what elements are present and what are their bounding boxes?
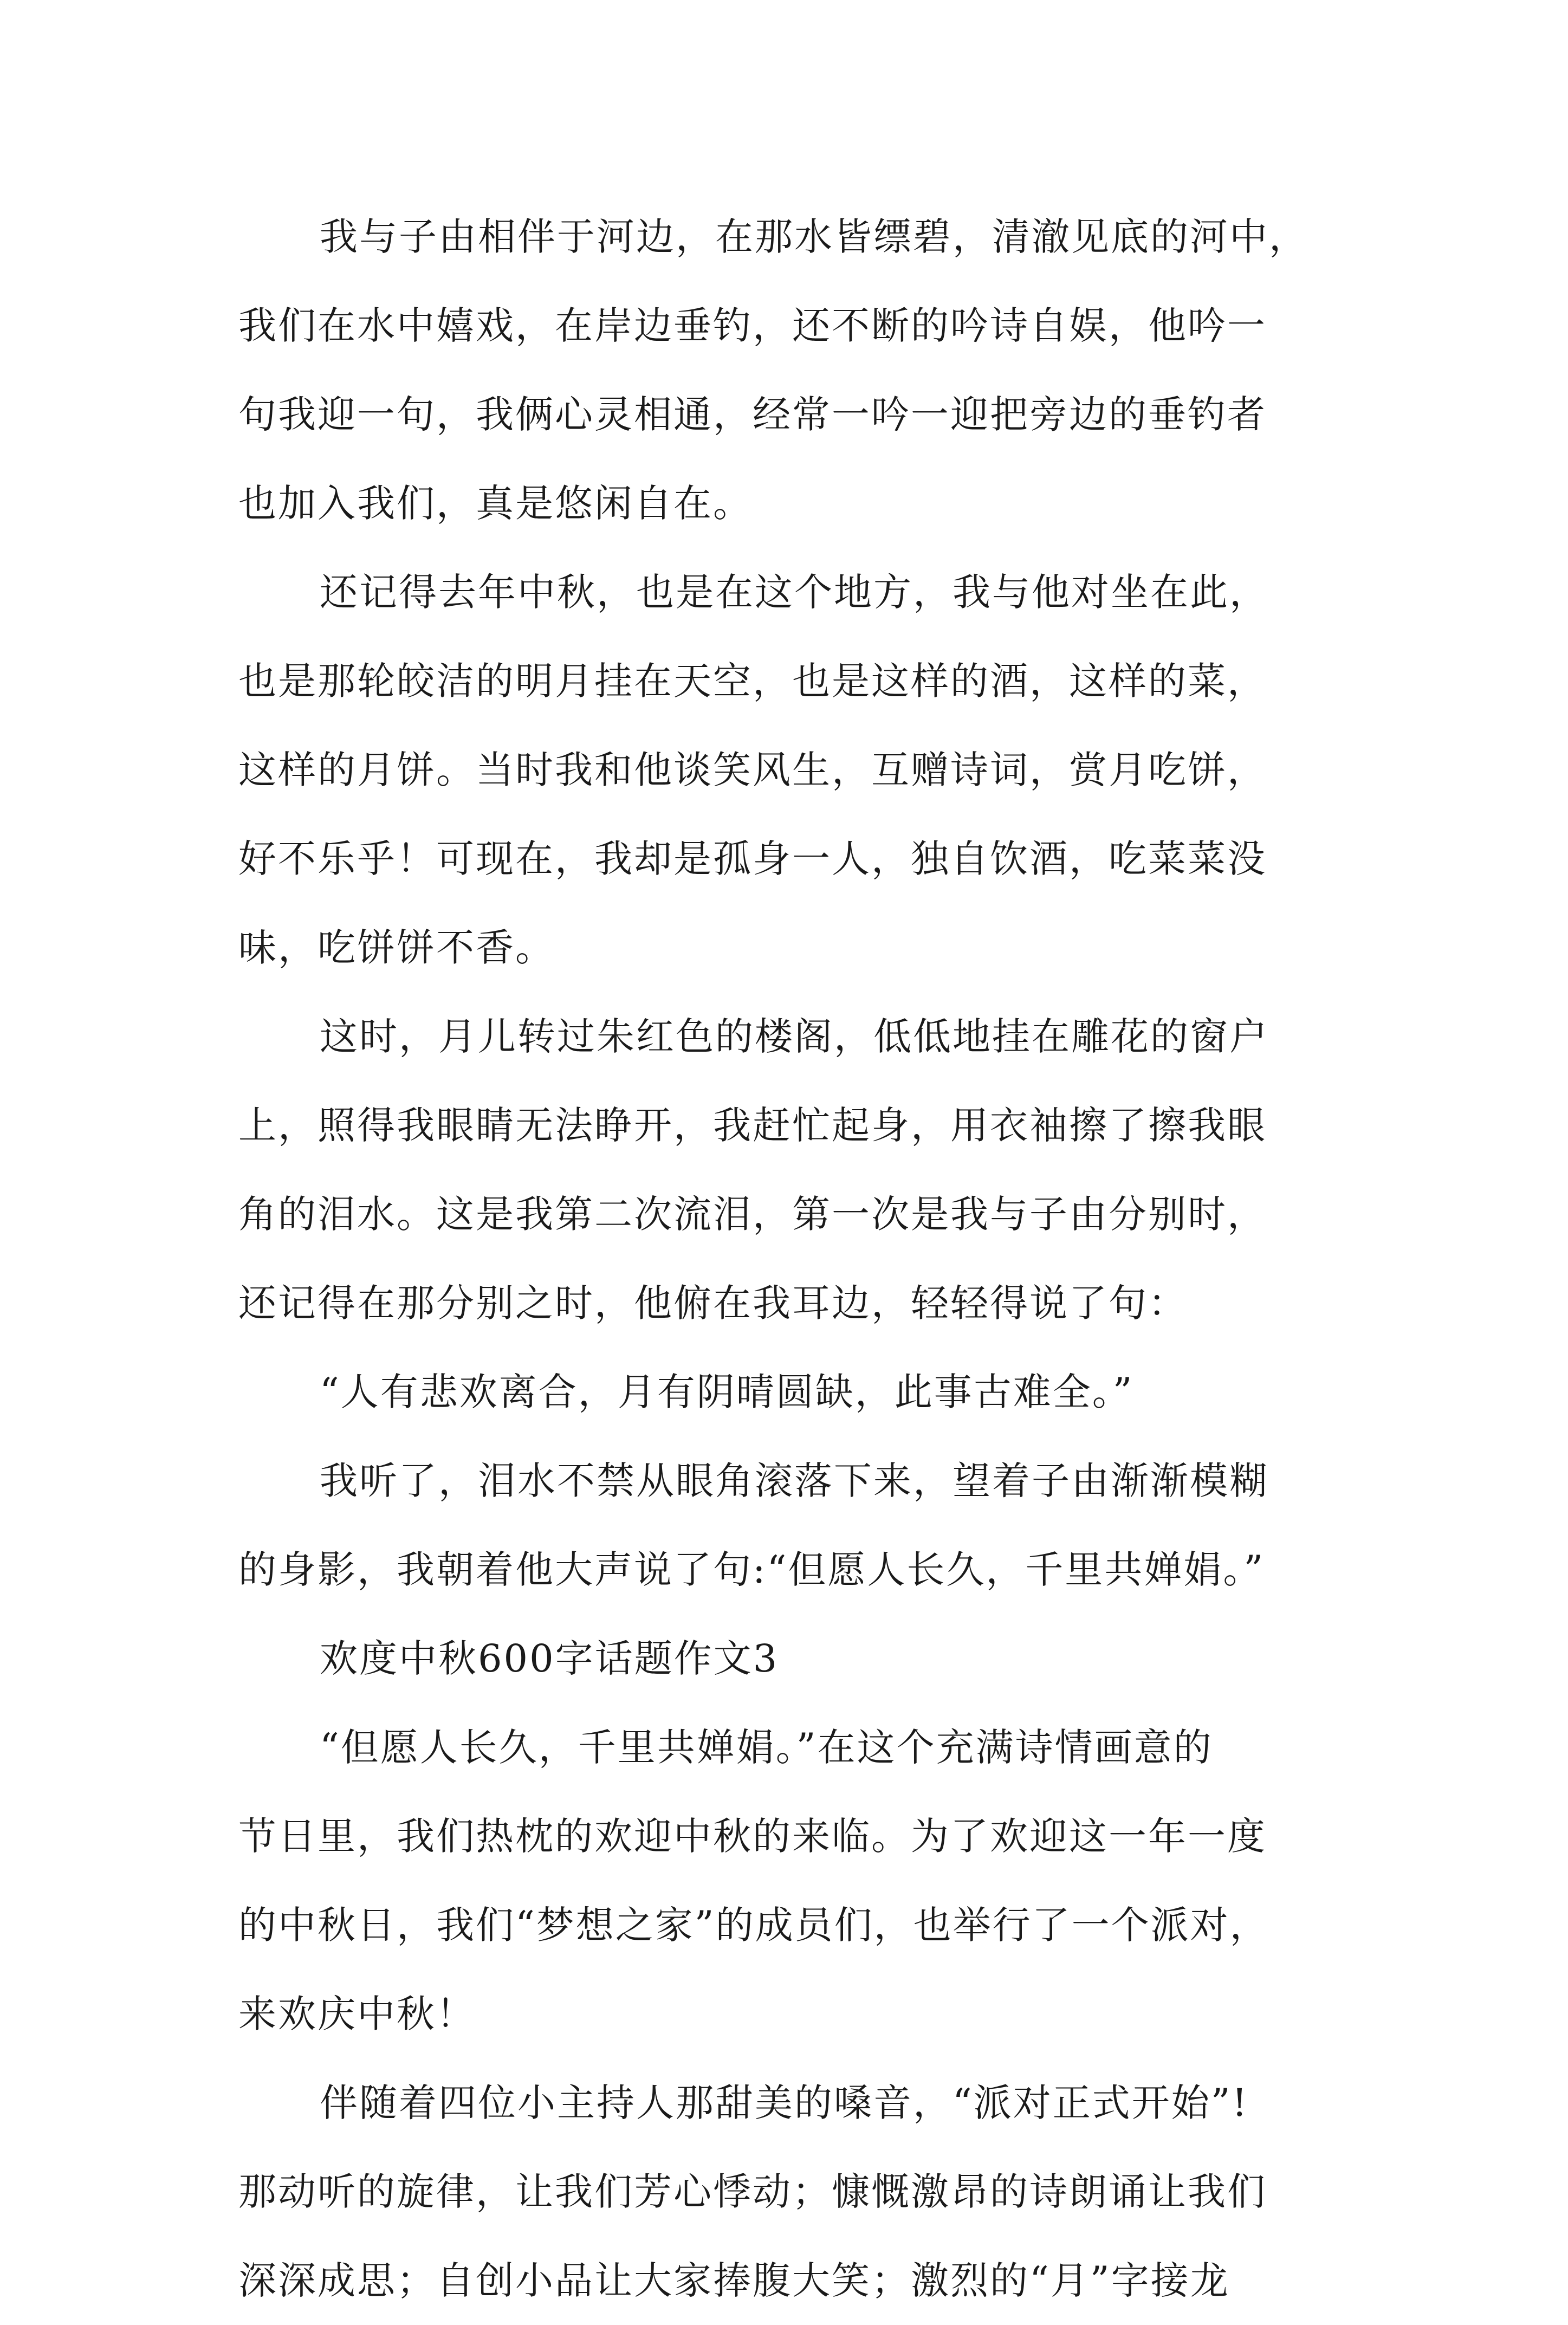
paragraph-line: 来欢庆中秋！ — [238, 1992, 476, 2036]
paragraph-line: 这样的月饼。当时我和他谈笑风生，互赠诗词，赏月吃饼， — [238, 748, 1267, 792]
paragraph-line: 句我迎一句，我俩心灵相通，经常一吟一迎把旁边的垂钓者 — [238, 392, 1267, 437]
document-body — [238, 192, 1355, 2325]
paragraph-line: 上，照得我眼睛无法睁开，我赶忙起身，用衣袖擦了擦我眼 — [238, 1103, 1267, 1148]
paragraph-line: 节日里，我们热枕的欢迎中秋的来临。为了欢迎这一年一度 — [238, 1814, 1267, 1858]
paragraph-line: 味，吃饼饼不香。 — [238, 925, 555, 970]
quote-line: “人有悲欢离合，月有阴晴圆缺，此事古难全。” — [320, 1370, 1134, 1414]
paragraph-line: 深深成思；自创小品让大家捧腹大笑；激烈的“月”字接龙 — [238, 2258, 1230, 2303]
section-title: 欢度中秋600字话题作文3 — [320, 1636, 779, 1681]
paragraph-line: 还记得在那分别之时，他俯在我耳边，轻轻得说了句： — [238, 1281, 1188, 1325]
paragraph-line: 的中秋日，我们“梦想之家”的成员们，也举行了一个派对， — [238, 1903, 1269, 1947]
paragraph-line: 还记得去年中秋，也是在这个地方，我与他对坐在此， — [320, 570, 1269, 614]
paragraph-line: 这时，月儿转过朱红色的楼阁，低低地挂在雕花的窗户 — [320, 1014, 1269, 1059]
paragraph-line: 我听了，泪水不禁从眼角滚落下来，望着子由渐渐模糊 — [320, 1459, 1269, 1503]
paragraph-line: 我们在水中嬉戏，在岸边垂钓，还不断的吟诗自娱，他吟一 — [238, 303, 1267, 348]
paragraph-line: “但愿人长久，千里共婵娟。”在这个充满诗情画意的 — [320, 1725, 1213, 1770]
paragraph-line: 好不乐乎！可现在，我却是孤身一人，独自饮酒，吃菜菜没 — [238, 837, 1267, 881]
paragraph-line: 我与子由相伴于河边，在那水皆缥碧，清澈见底的河中， — [320, 215, 1308, 259]
paragraph-line: 也加入我们，真是悠闲自在。 — [238, 481, 753, 526]
paragraph-line: 角的泪水。这是我第二次流泪，第一次是我与子由分别时， — [238, 1192, 1267, 1236]
paragraph-line: 的身影，我朝着他大声说了句:“但愿人长久，千里共婵娟。” — [238, 1547, 1265, 1592]
paragraph-line: 也是那轮皎洁的明月挂在天空，也是这样的酒，这样的菜， — [238, 659, 1267, 703]
paragraph-line: 伴随着四位小主持人那甜美的嗓音，“派对正式开始”! — [320, 2081, 1249, 2125]
paragraph-line: 那动听的旋律，让我们芳心悸动；慷慨激昂的诗朗诵让我们 — [238, 2169, 1267, 2214]
